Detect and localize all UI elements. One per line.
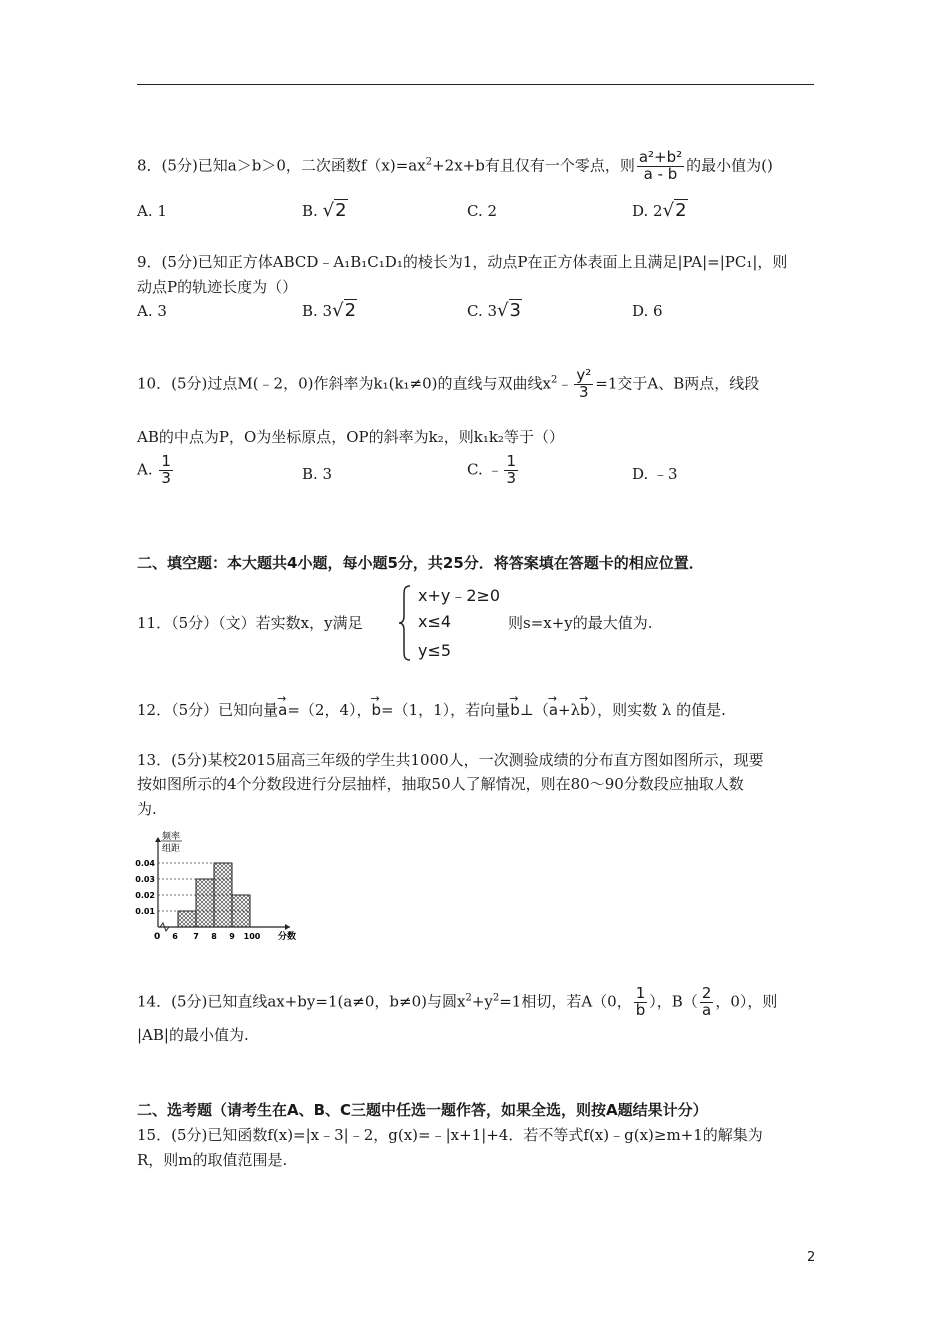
left-brace-icon [398, 584, 412, 662]
section-elective-heading: 二、选考题（请考生在A、B、C三题中任选一题作答，如果全选，则按A题结果计分） [137, 1101, 708, 1119]
q9-option-d: D. 6 [632, 302, 663, 320]
q13-line3: 为. [137, 800, 157, 818]
origin-label: 0 [154, 932, 161, 940]
q9-line2: 动点P的轨迹长度为（） [137, 278, 298, 296]
q11-constraint-2: x≤4 [418, 612, 452, 631]
x-axis-label: 分数 [277, 932, 297, 940]
histogram-bar [232, 895, 250, 927]
x-tick-label: 8 [211, 932, 217, 940]
q14-line1: 14．(5分)已知直线ax+by=1(a≠0，b≠0)与圆$x^2+y^2=1$相切，若A（0， $\frac{1}{b}$ ），B（ $\frac{2}{a}$ ，0），则 [137, 984, 778, 1019]
q11-tail: 则s=x+y的最大值为. [508, 614, 653, 632]
y-axis-label-top: 频率 [162, 832, 181, 842]
histogram-bar [178, 911, 196, 927]
y-tick-label: 0.03 [135, 875, 155, 884]
y-axis-arrow [155, 837, 161, 842]
q9-option-b: B. 3√2 [302, 300, 357, 321]
q13-line1: 13．(5分)某校2015届高三年级的学生共1000人，一次测验成绩的分布直方图如图所示，现要 [137, 751, 764, 769]
section-fill-in-heading: 二、填空题：本大题共4小题，每小题5分，共25分．将答案填在答题卡的相应位置． [137, 554, 704, 572]
q9-option-a: A. 3 [137, 302, 167, 320]
q9-option-c: C. 3√3 [467, 300, 521, 321]
q10-line1: 10．(5分)过点M(﹣2，0)作斜率为k₁(k₁≠0)的直线与双曲线$x^2﹣$ $\frac{\text{y²}}{3}$ =1交于A、B两点，线段 [137, 366, 760, 401]
page-number: 2 [807, 1250, 816, 1265]
q10-option-a: A. $\frac{1}{3}$ [137, 452, 171, 487]
histogram-bar [214, 863, 232, 927]
q15-line1: 15．(5分)已知函数f(x)=|x﹣3|﹣2，g(x)=﹣|x+1|+4．若不等式f(x)﹣g(x)≥m+1的解集为 [137, 1126, 763, 1144]
q10-option-d: D. ﹣3 [632, 465, 678, 483]
y-tick-label: 0.01 [135, 907, 155, 916]
q11-constraint-3: y≤5 [418, 641, 452, 660]
q10-option-b: B. 3 [302, 465, 333, 483]
histogram-bar [196, 879, 214, 927]
y-tick-label: 0.02 [135, 891, 155, 900]
q8-option-b: B. √2 [302, 200, 347, 221]
x-tick-label: 9 [229, 932, 235, 940]
q10-option-c: C. ﹣ $\frac{1}{3}$ [467, 452, 517, 487]
q13-line2: 按如图所示的4个分数段进行分层抽样，抽取50人了解情况，则在80～90分数段应抽取人数 [137, 775, 744, 793]
q11-constraint-1: x+y﹣2≥0 [418, 586, 501, 605]
q8-option-a: A. 1 [137, 202, 167, 220]
x-tick-label: 6 [172, 932, 178, 940]
q9-line1: 9．(5分)已知正方体ABCD﹣A₁B₁C₁D₁的棱长为1，动点P在正方体表面上且满足|PA|=|PC₁|，则 [137, 253, 788, 271]
q8-option-c: C. 2 [467, 202, 498, 220]
y-tick-label: 0.04 [135, 859, 155, 868]
q14-line2: |AB|的最小值为. [137, 1026, 249, 1044]
header-rule [137, 84, 814, 85]
q8-option-d: D. 2√2 [632, 200, 687, 221]
q8-stem: 8．(5分)已知a＞b＞0，二次函数$f(x)=ax^2+2x+b$有且仅有一个零点，则 $\frac{\text{a²+b²}}{a - b}$ 的最小值为() [137, 148, 773, 183]
x-tick-label: 7 [193, 932, 199, 940]
q12-line: 12．（5分）已知向量→ a=（2，4），→ b=（1，1），若向量→ b⊥（→ a+λ→ b），则实数 λ 的值是. [137, 700, 726, 720]
q15-line2: R，则m的取值范围是. [137, 1151, 288, 1169]
q11-stem: 11．（5分）（文）若实数x，y满足 [137, 614, 363, 632]
q8-fraction: $\frac{\text{a²+b²}}{a - b}$ [638, 148, 683, 183]
frequency-histogram [130, 830, 300, 940]
x-tick-label: 100 [243, 932, 261, 940]
q10-line2: AB的中点为P，O为坐标原点，OP的斜率为k₂，则k₁k₂等于（） [137, 428, 564, 446]
q10-fraction: $\frac{\text{y²}}{3}$ [576, 366, 592, 401]
y-axis-label-bottom: 组距 [162, 844, 181, 854]
x-axis-arrow [285, 924, 290, 930]
